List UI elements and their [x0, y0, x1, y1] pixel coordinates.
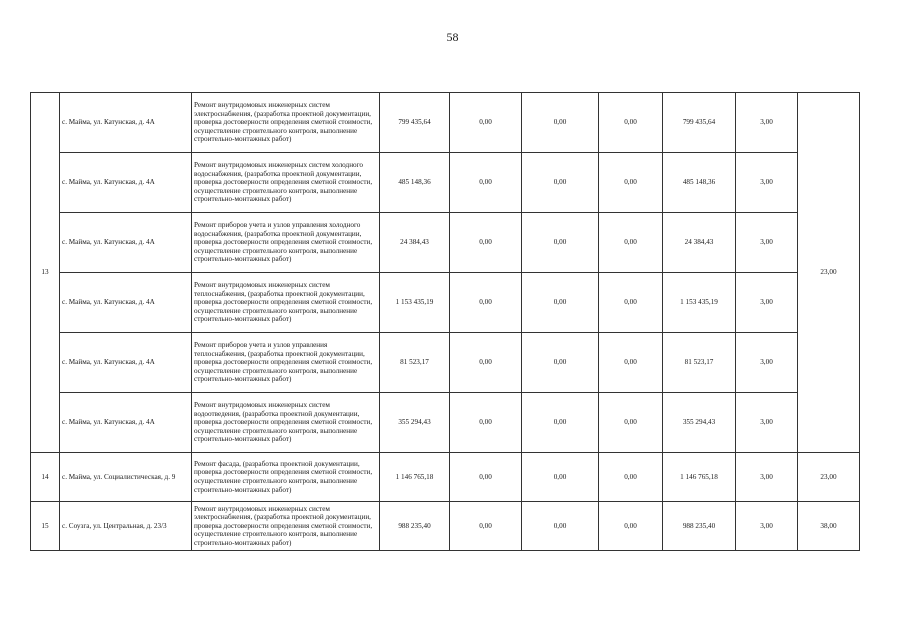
owners-funds-cell: 1 153 435,19	[663, 273, 736, 333]
owners-funds-cell: 355 294,43	[663, 393, 736, 453]
table-row	[31, 393, 860, 453]
table-row	[31, 153, 860, 213]
term-cell: 3,00	[736, 502, 798, 551]
table-row	[31, 333, 860, 393]
local-budget-cell: 0,00	[599, 333, 663, 393]
group-total-cell: 23,00	[798, 453, 860, 502]
total-cost-cell: 988 235,40	[380, 502, 450, 551]
work-description-cell: Ремонт приборов учета и узлов управления холодного водоснабжения, (разработка проектной документации, проверка достоверности определения сметной стоимости, осуществление строительного контроля, выполнение строительно-монтажных работ)	[192, 213, 380, 273]
local-budget-cell: 0,00	[599, 393, 663, 453]
fund-amount-cell: 0,00	[450, 502, 522, 551]
work-description-cell: Ремонт внутридомовых инженерных систем водоотведения, (разработка проектной документации, проверка достоверности определения сметной стоимости, осуществление строительного контроля, выполнение строительно-монтажных работ)	[192, 393, 380, 453]
address-cell: с. Майма, ул. Катунская, д. 4А	[60, 393, 192, 453]
work-description-cell: Ремонт внутридомовых инженерных систем электроснабжения, (разработка проектной документации, проверка достоверности определения сметной стоимости, осуществление строительного контроля, выполнение строительно-монтажных работ)	[192, 93, 380, 153]
total-cost-cell: 485 148,36	[380, 153, 450, 213]
row-number-cell: 15	[31, 502, 60, 551]
table-row	[31, 93, 860, 153]
fund-amount-cell: 0,00	[450, 93, 522, 153]
local-budget-cell: 0,00	[599, 502, 663, 551]
owners-funds-cell: 24 384,43	[663, 213, 736, 273]
budget-amount-cell: 0,00	[522, 333, 599, 393]
table-row	[31, 213, 860, 273]
total-cost-cell: 355 294,43	[380, 393, 450, 453]
term-cell: 3,00	[736, 273, 798, 333]
owners-funds-cell: 799 435,64	[663, 93, 736, 153]
page-number: 58	[446, 30, 459, 44]
group-total-cell: 38,00	[798, 502, 860, 551]
work-description-cell: Ремонт внутридомовых инженерных систем холодного водоснабжения, (разработка проектной документации, проверка достоверности определения сметной стоимости, осуществление строительного контроля, выполнение строительно-монтажных работ)	[192, 153, 380, 213]
work-description-cell: Ремонт фасада, (разработка проектной документации, проверка достоверности определения сметной стоимости, осуществление строительного контроля, выполнение строительно-монтажных работ)	[192, 453, 380, 502]
fund-amount-cell: 0,00	[450, 393, 522, 453]
fund-amount-cell: 0,00	[450, 153, 522, 213]
address-cell: с. Майма, ул. Катунская, д. 4А	[60, 213, 192, 273]
fund-amount-cell: 0,00	[450, 453, 522, 502]
budget-amount-cell: 0,00	[522, 453, 599, 502]
address-cell: с. Майма, ул. Катунская, д. 4А	[60, 93, 192, 153]
local-budget-cell: 0,00	[599, 453, 663, 502]
term-cell: 3,00	[736, 93, 798, 153]
table-row	[31, 273, 860, 333]
owners-funds-cell: 485 148,36	[663, 153, 736, 213]
term-cell: 3,00	[736, 453, 798, 502]
row-number-cell: 13	[31, 93, 60, 453]
total-cost-cell: 799 435,64	[380, 93, 450, 153]
term-cell: 3,00	[736, 213, 798, 273]
table-row	[31, 453, 860, 502]
total-cost-cell: 1 153 435,19	[380, 273, 450, 333]
budget-amount-cell: 0,00	[522, 273, 599, 333]
address-cell: с. Майма, ул. Катунская, д. 4А	[60, 153, 192, 213]
address-cell: с. Майма, ул. Катунская, д. 4А	[60, 333, 192, 393]
total-cost-cell: 1 146 765,18	[380, 453, 450, 502]
budget-amount-cell: 0,00	[522, 502, 599, 551]
budget-amount-cell: 0,00	[522, 213, 599, 273]
fund-amount-cell: 0,00	[450, 273, 522, 333]
owners-funds-cell: 1 146 765,18	[663, 453, 736, 502]
term-cell: 3,00	[736, 153, 798, 213]
budget-amount-cell: 0,00	[522, 93, 599, 153]
total-cost-cell: 81 523,17	[380, 333, 450, 393]
row-number-cell: 14	[31, 453, 60, 502]
work-description-cell: Ремонт внутридомовых инженерных систем электроснабжения, (разработка проектной документации, проверка достоверности определения сметной стоимости, осуществление строительного контроля, выполнение строительно-монтажных работ)	[192, 502, 380, 551]
group-total-cell: 23,00	[798, 93, 860, 453]
local-budget-cell: 0,00	[599, 153, 663, 213]
address-cell: с. Соузга, ул. Центральная, д. 23/3	[60, 502, 192, 551]
budget-amount-cell: 0,00	[522, 393, 599, 453]
local-budget-cell: 0,00	[599, 213, 663, 273]
table-row	[31, 502, 860, 551]
budget-amount-cell: 0,00	[522, 153, 599, 213]
table-body	[31, 93, 860, 551]
address-cell: с. Майма, ул. Катунская, д. 4А	[60, 273, 192, 333]
local-budget-cell: 0,00	[599, 273, 663, 333]
work-description-cell: Ремонт внутридомовых инженерных систем теплоснабжения, (разработка проектной документации, проверка достоверности определения сметной стоимости, осуществление строительного контроля, выполнение строительно-монтажных работ)	[192, 273, 380, 333]
repair-schedule-table	[30, 92, 860, 551]
work-description-cell: Ремонт приборов учета и узлов управления теплоснабжения, (разработка проектной документации, проверка достоверности определения сметной стоимости, осуществление строительного контроля, выполнение строительно-монтажных работ)	[192, 333, 380, 393]
term-cell: 3,00	[736, 393, 798, 453]
owners-funds-cell: 988 235,40	[663, 502, 736, 551]
address-cell: с. Майма, ул. Социалистическая, д. 9	[60, 453, 192, 502]
total-cost-cell: 24 384,43	[380, 213, 450, 273]
local-budget-cell: 0,00	[599, 93, 663, 153]
fund-amount-cell: 0,00	[450, 333, 522, 393]
fund-amount-cell: 0,00	[450, 213, 522, 273]
term-cell: 3,00	[736, 333, 798, 393]
owners-funds-cell: 81 523,17	[663, 333, 736, 393]
